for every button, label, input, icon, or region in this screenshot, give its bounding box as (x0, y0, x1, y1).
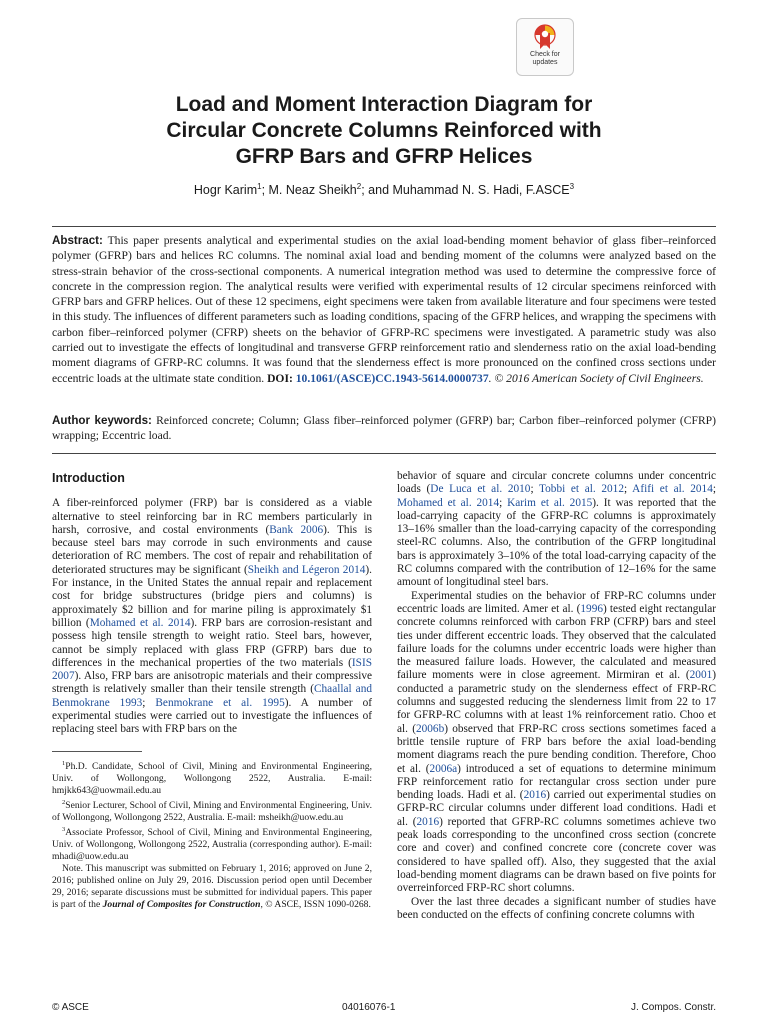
doi-link[interactable]: 10.1061/(ASCE)CC.1943-5614.0000737 (295, 371, 489, 385)
citation-link[interactable]: De Luca et al. 2010 (430, 483, 531, 496)
footnote-3 (52, 824, 372, 863)
section-heading-introduction: Introduction (52, 471, 125, 485)
author-1-affil: 1 (257, 182, 262, 191)
footnote-3-marker: 3 (62, 826, 66, 834)
citation-link[interactable]: Benmokrane et al. 1995 (155, 696, 285, 709)
check-for-updates-badge[interactable] (516, 18, 574, 76)
text-run: ; (142, 696, 156, 709)
text-run: ) reported that GFRP-RC columns sometimes achieve two peak loads corresponding to the unconfined cross section (concrete core and cover) and confined concrete core (concrete cover was considered to have spalled off). Also, they suggested that the axial load-bending moment diagrams can be drawn based on five points for overreinforced FRP-RC short columns. (397, 815, 716, 895)
text-run: ) conducted a parametric study on the slenderness effect of FRP-RC columns and suggested reducing the slenderness limit from 22 to 17 for GFRP-RC columns with at least 1% reinforcement ratio. Choo et al. ( (397, 669, 716, 735)
citation-link[interactable]: Mohamed et al. 2014 (89, 616, 191, 629)
submission-note (52, 863, 372, 911)
footer-journal: J. Compos. Constr. (630, 1002, 716, 1013)
author-1: Hogr Karim (193, 183, 258, 198)
abstract (52, 233, 716, 386)
citation-link[interactable]: 2016 (523, 789, 547, 802)
text-run: ). It was reported that the load-carrying capacity of the GFRP-RC columns is approximately 13–16% smaller than the load-carrying capacity of the corresponding steel-RC columns. Also, the contribution of the GFRP longitudinal bars is approximately 3–10% of the total load-carrying capacity of the RC columns compared with the contribution of 12–16% for the same amount of longitudinal steel bars. (397, 496, 716, 589)
text-run: ). For instance, in the United States the annual repair and replacement cost for bridge substructures (bridge piers and columns) is approximately $2 billion and for marine piling is approximately $1 billion ( (52, 563, 372, 629)
citation-link[interactable]: 2006a (429, 762, 458, 775)
citation-link[interactable]: Karim et al. 2015 (507, 496, 593, 509)
citation-link[interactable]: 1996 (580, 602, 603, 615)
text-run: ) carried out experimental studies on GFRP-RC circular columns under different load conditions. Hadi et al. ( (397, 789, 716, 828)
text-run: ). Also, FRP bars are anisotropic materials and their compressive strength is relatively smaller than their tensile strength ( (52, 670, 372, 696)
badge-line1: Check for (530, 51, 560, 58)
text-run: A fiber-reinforced polymer (FRP) bar is considered as a viable alternative to steel reinforcing bar in RC members particularly in harsh, corrosive, and costal environments ( (52, 497, 372, 536)
doi-label: DOI: (267, 371, 293, 385)
title-line-1: Load and Moment Interaction Diagram for (175, 93, 593, 116)
text-run: ). A number of experimental studies were carried out to investigate the influences of replacing steel bars with FRP bars on the (52, 696, 373, 736)
author-keywords (52, 413, 716, 444)
abstract-text: This paper presents analytical and experimental studies on the axial load-bending moment behavior of glass fiber–reinforced polymer (GFRP) bars and helices RC columns. The nominal axial load and bending moment of the columns were analyzed based on the stress-strain behavior of the cross-sectional components. A numerical integration method was used to determine the compressive force of concrete in the compression region. The analytical results were verified with experimental results of 12 circular specimens reinforced with GFRP bars and GFRP helices. Out of these 12 specimens, eight specimens were taken from available literature and four specimens were tested in this study. The influences of different parameters such as loading conditions, spacing of the GFRP helices, and wrapping the specimens with carbon fiber–reinforced polymer (CFRP) sheets on the behavior of GFRP-RC specimens were investigated. A parametric study was also carried out to investigate the effects of longitudinal and transverse GFRP reinforcement ratio and slenderness ratio on the axial load-bending moment diagrams of GFRP-RC columns. It was found that the slenderness effect is more pronounced on the confined cross sections under eccentric loads at the ultimate state condition. (52, 234, 716, 385)
title-line-3: GFRP Bars and GFRP Helices (235, 145, 533, 168)
right-paragraph-3: Over the last three decades a significant number of studies have been conducted on the effects of confining concrete columns with (397, 895, 716, 921)
citation-link[interactable]: Bank 2006 (269, 523, 324, 536)
crossmark-icon (533, 23, 557, 51)
footnotes (52, 758, 372, 912)
text-run: ; (530, 483, 540, 496)
note-text: Note. This manuscript was submitted on February 1, 2016; approved on June 2, 2016; published online on July 29, 2016. Discussion period open until December 29, 2016; separate discussions must be submitted for individual papers. This paper is part of the (52, 863, 372, 911)
footnote-1-marker: 1 (62, 759, 66, 767)
text-run: ). This is because steel bars may corrode in such environments and cause deterioration of RC members. The cost of repair and rehabilitation of deteriorated structures may be significant ( (52, 523, 373, 576)
text-run: behavior of square and circular concrete columns under concentric loads ( (397, 470, 716, 496)
keywords-bottom-rule (52, 453, 716, 454)
footnote-3-text: Associate Professor, School of Civil, Mining and Environmental Engineering, Univ. of Wollongong, Wollongong 2522, Australia (corresponding author). E-mail: mhadi@uow.edu.au (52, 827, 372, 863)
paper-title (60, 92, 708, 170)
issn-text: , © ASCE, ISSN 1090-0268. (260, 899, 371, 911)
text-run: ; (712, 483, 716, 496)
footnote-rule (52, 751, 142, 752)
text-run: ) observed that FRP-RC cross sections sometimes faced a brittle tensile rupture of FRP bars before the axial load-bending moment diagrams reach the pure bending condition. Therefore, Choo et al. ( (397, 722, 716, 775)
citation-link[interactable]: 2016 (416, 815, 440, 828)
footnote-2-text: Senior Lecturer, School of Civil, Mining and Environmental Engineering, Univ. of Wollongong, Wollongong 2522, Australia. E-mail: msheikh@uow.edu.au (52, 800, 372, 824)
right-paragraph-1 (397, 470, 716, 590)
author-list (60, 182, 708, 197)
text-run: ). FRP bars are corrosion-resistant and possess high tensile strength to weight ratio. Steel bars, however, cannot be simply replaced with glass FRP (GFRP) bars due to differences in the mechanical properties of the two materials ( (52, 616, 372, 669)
badge-line2: updates (532, 59, 558, 66)
footnote-2-marker: 2 (62, 798, 66, 806)
author-2-affil: 2 (356, 182, 362, 191)
author-3: ; and Muhammad N. S. Hadi, F.ASCE (361, 183, 570, 198)
citation-link[interactable]: Sheikh and Légeron 2014 (247, 563, 366, 576)
page-footer (52, 1002, 716, 1016)
footer-article-number: 04016076-1 (342, 1002, 396, 1013)
keywords-label: Author keywords: (52, 414, 152, 427)
text-run: ; (623, 483, 633, 496)
left-column (52, 470, 372, 911)
author-3-affil: 3 (569, 182, 575, 191)
footer-publisher: © ASCE (52, 1002, 89, 1013)
title-line-2: Circular Concrete Columns Reinforced with (166, 119, 602, 142)
text-run: Experimental studies on the behavior of FRP-RC columns under eccentric loads are limited. Amer et al. ( (397, 589, 716, 615)
citation-link[interactable]: 2006b (415, 722, 445, 735)
text-run: ; (499, 496, 508, 509)
right-paragraph-2 (397, 590, 716, 896)
copyright: . © 2016 American Society of Civil Engineers. (488, 371, 704, 385)
abstract-label: Abstract: (52, 234, 103, 247)
citation-link[interactable]: Afifi et al. 2014 (632, 483, 713, 496)
text-run: ) tested eight rectangular concrete columns reinforced with carbon FRP (CFRP) bars and steel ties under different eccentric loads. They observed that the calculated failure loads for the columns under eccentric loads were higher than the measured failure loads. However, the calculated and measured failure moments were in close agreement. Mirmiran et al. ( (397, 602, 716, 682)
intro-paragraph-1 (52, 497, 372, 736)
author-2: ; M. Neaz Sheikh (261, 183, 357, 198)
journal-name: Journal of Composites for Construction (102, 899, 261, 911)
footnote-1 (52, 758, 372, 797)
footnote-2 (52, 797, 372, 824)
footnote-1-text: Ph.D. Candidate, School of Civil, Mining and Environmental Engineering, Univ. of Wollongong, Wollongong 2522, Australia. E-mail: hmjkk643@uowmail.edu.au (52, 760, 372, 796)
citation-link[interactable]: ISIS 2007 (52, 656, 372, 683)
citation-link[interactable]: Tobbi et al. 2012 (539, 483, 624, 496)
keywords-text: Reinforced concrete; Column; Glass fiber–reinforced polymer (GFRP) bar; Carbon fiber–reinforced polymer (CFRP) wrapping; Eccentric load. (52, 414, 716, 443)
citation-link[interactable]: Mohamed et al. 2014 (397, 496, 500, 509)
abstract-top-rule (52, 226, 716, 227)
text-run: ) introduced a set of equations to determine minimum FRP reinforcement ratio for rectangular cross section under pure bending loads. Hadi et al. ( (397, 762, 716, 802)
citation-link[interactable]: 2001 (689, 669, 713, 682)
citation-link[interactable]: Chaallal and Benmokrane 1993 (52, 683, 372, 709)
right-column (397, 470, 716, 922)
